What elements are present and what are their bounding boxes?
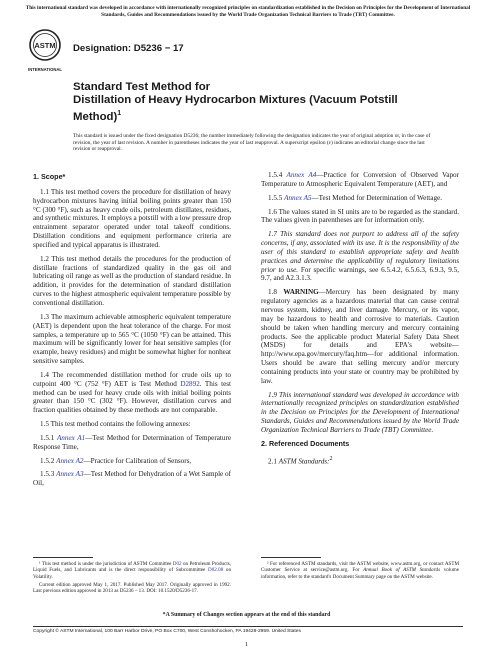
title-footnote-mark: 1 (117, 110, 122, 117)
right-column (261, 171, 459, 471)
scope-heading: 1. Scope* (33, 172, 66, 181)
d02-link[interactable]: D02 (172, 561, 182, 567)
paragraph-1-4: 1.4 The recommended distillation method for crude oils up to cutpoint 400 °C (752 °F) AET is Test Method D2892. This test method can be used for heavy crude oils with initial boiling points greater than 150 °C (302 °F). However, distillation curves and fraction qualities obtained by these methods are not comparable. (33, 370, 232, 415)
annex-a1-link[interactable]: Annex A1 (56, 433, 86, 442)
tbt-notice: This international standard was developed in accordance with internationally recognized principles on standardization established in the Decision on Principles for the Development of International Standards, Guides and Recommendations issued by the World Trade Organization Technical Barriers to Trade (TBT) Committee. (25, 5, 471, 18)
summary-of-changes-note: *A Summary of Changes section appears at the end of this standard (162, 612, 331, 618)
paragraph-1-5: 1.5 This test method contains the following annexes: (40, 420, 191, 429)
paragraph-1-2: 1.2 This test method details the procedures for the production of distillate fractions of standardized quality in the gas oil and lubricating oil range as well as the production of standard residue. In addition, it provides for the determination of standard distillation curves to the highest atmospheric equivalent temperature possible by conventional distillation. (33, 254, 231, 307)
paragraph-1-5-2: 1.5.2 Annex A2—Practice for Calibration of Sensors, (40, 456, 192, 465)
left-column (33, 171, 231, 493)
paragraph-1-8: 1.8 WARNING—Mercury has been designated by many regulatory agencies as a hazardous material that can cause central nervous system, kidney, and liver damage. Mercury, or its vapor, may be hazardous to health and corrosive to materials. Caution should be taken when handling mercury and mercury containing products. See the applicable product Material Safety Data Sheet (MSDS) for details and EPA's website—http://www.epa.gov/mercury/faq.htm—for additional information. Users should be aware that selling mercury and/or mercury containing products into your state or country may be prohibited by law. (261, 288, 459, 385)
annex-a5-link[interactable]: Annex A5 (284, 193, 312, 202)
footnote-rule-right (261, 557, 321, 558)
svg-text:ASTM: ASTM (34, 41, 56, 50)
annex-a2-link[interactable]: Annex A2 (56, 456, 84, 465)
standard-issue-note: This standard is issued under the fixed designation D5236; the number immediately following the designation indicates the year of original adoption or, in the case of revision, the year of last revision. A number in parentheses indicates the year of last reapproval. A superscript epsilon (ε) indicates an editorial change since the last revision or reapproval. (73, 133, 431, 153)
astm-logo (28, 27, 62, 75)
annex-a4-link[interactable]: Annex A4 (286, 171, 317, 179)
footnote-2: ² For referenced ASTM standards, visit the ASTM website, www.astm.org, or contact ASTM Customer Service at service@astm.org. For Annual Book of ASTM Standards volume information, refer to the standard's Document Summary page on the ASTM website. (261, 561, 460, 580)
paragraph-1-5-3: 1.5.3 Annex A3—Test Method for Dehydration of a Wet Sample of Oil, (33, 470, 231, 488)
paragraph-1-3: 1.3 The maximum achievable atmospheric equivalent temperature (AET) is dependent upon the heat tolerance of the charge. For most samples, a temperature up to 565 °C (1050 °F) can be attained. This maximum will be significantly lower for heat sensitive samples (for example, heavy residues) and might be somewhat higher for nonheat sensitive samples. (33, 312, 231, 366)
paragraph-1-6: 1.6 The values stated in SI units are to be regarded as the standard. The values given in parentheses are for information only. (261, 207, 459, 225)
paragraph-1-5-4: 1.5.4 Annex A4—Practice for Conversion of Observed Vapor Temperature to Atmospheric Equivalent Temperature (AET), and (261, 171, 460, 188)
designation: Designation: D5236 − 17 (73, 43, 184, 54)
paragraph-1-5-5: 1.5.5 Annex A5—Test Method for Determination of Wettage. (268, 193, 442, 202)
paragraph-2-1: 2.1 ASTM Standards:$^2$ (268, 455, 333, 465)
warning-label: WARNING (283, 288, 319, 297)
d02-08-link[interactable]: D02.08 (208, 567, 224, 574)
paragraph-1-7: 1.7 This standard does not purport to address all of the safety concerns, if any, associated with its use. It is the responsibility of the user of this standard to establish appropriate safety and health practices and determine the applicability of regulatory limitations prior to use. For specific warnings, see 6.5.4.2, 6.5.6.3, 6.9.3, 9.5, 9.7, and A2.3.1.3. (261, 230, 459, 283)
page-number: 1 (244, 641, 249, 648)
paragraph-1-9: 1.9 This international standard was developed in accordance with internationally recognized principles on standardization established in the Decision on Principles for the Development of International Standards, Guides and Recommendations issued by the World Trade Organization Technical Barriers to Trade (TBT) Committee. (261, 390, 459, 434)
document-title (73, 81, 423, 124)
svg-text:INTERNATIONAL: INTERNATIONAL (28, 67, 62, 72)
copyright-line: Copyright © ASTM International, 100 Barr Harbor Drive, PO Box C700, West Conshohocken, PA 19428-2959. United States (33, 626, 463, 634)
d2892-link[interactable]: D2892 (180, 379, 200, 388)
footnote-1: ¹ This test method is under the jurisdiction of ASTM Committee D02 on Petroleum Products, Liquid Fuels, and Lubricants and is the direct responsibility of Subcommittee D02.08 on Volatility. Current edition approved May 1, 2017. Published May 2017. Originally approved in 1992. Last previous edition approved in 2013 as D5236 – 13. DOI: 10.1520/D5236-17. (33, 561, 231, 595)
title-line-2: Distillation of Heavy Hydrocarbon Mixtures (Vacuum Potstill Method)$^1$ (73, 94, 398, 123)
annex-a3-link[interactable]: Annex A3 (56, 470, 84, 479)
title-line-1: Standard Test Method for (73, 81, 211, 93)
paragraph-1-5-1: 1.5.1 Annex A1—Test Method for Determination of Temperature Response Time, (33, 433, 231, 451)
footnote-rule-left (33, 557, 93, 558)
referenced-documents-heading: 2. Referenced Documents (261, 438, 350, 448)
paragraph-1-1: 1.1 This test method covers the procedure for distillation of heavy hydrocarbon mixtures having initial boiling points greater than 150 °C (300 °F), such as heavy crude oils, petroleum distillates, residues, and synthetic mixtures. It employs a potstill with a low pressure drop entrainment separator operated under total takeoff conditions. Distillation conditions and equipment performance criteria are specified and typical apparatus is illustrated. (33, 187, 231, 249)
